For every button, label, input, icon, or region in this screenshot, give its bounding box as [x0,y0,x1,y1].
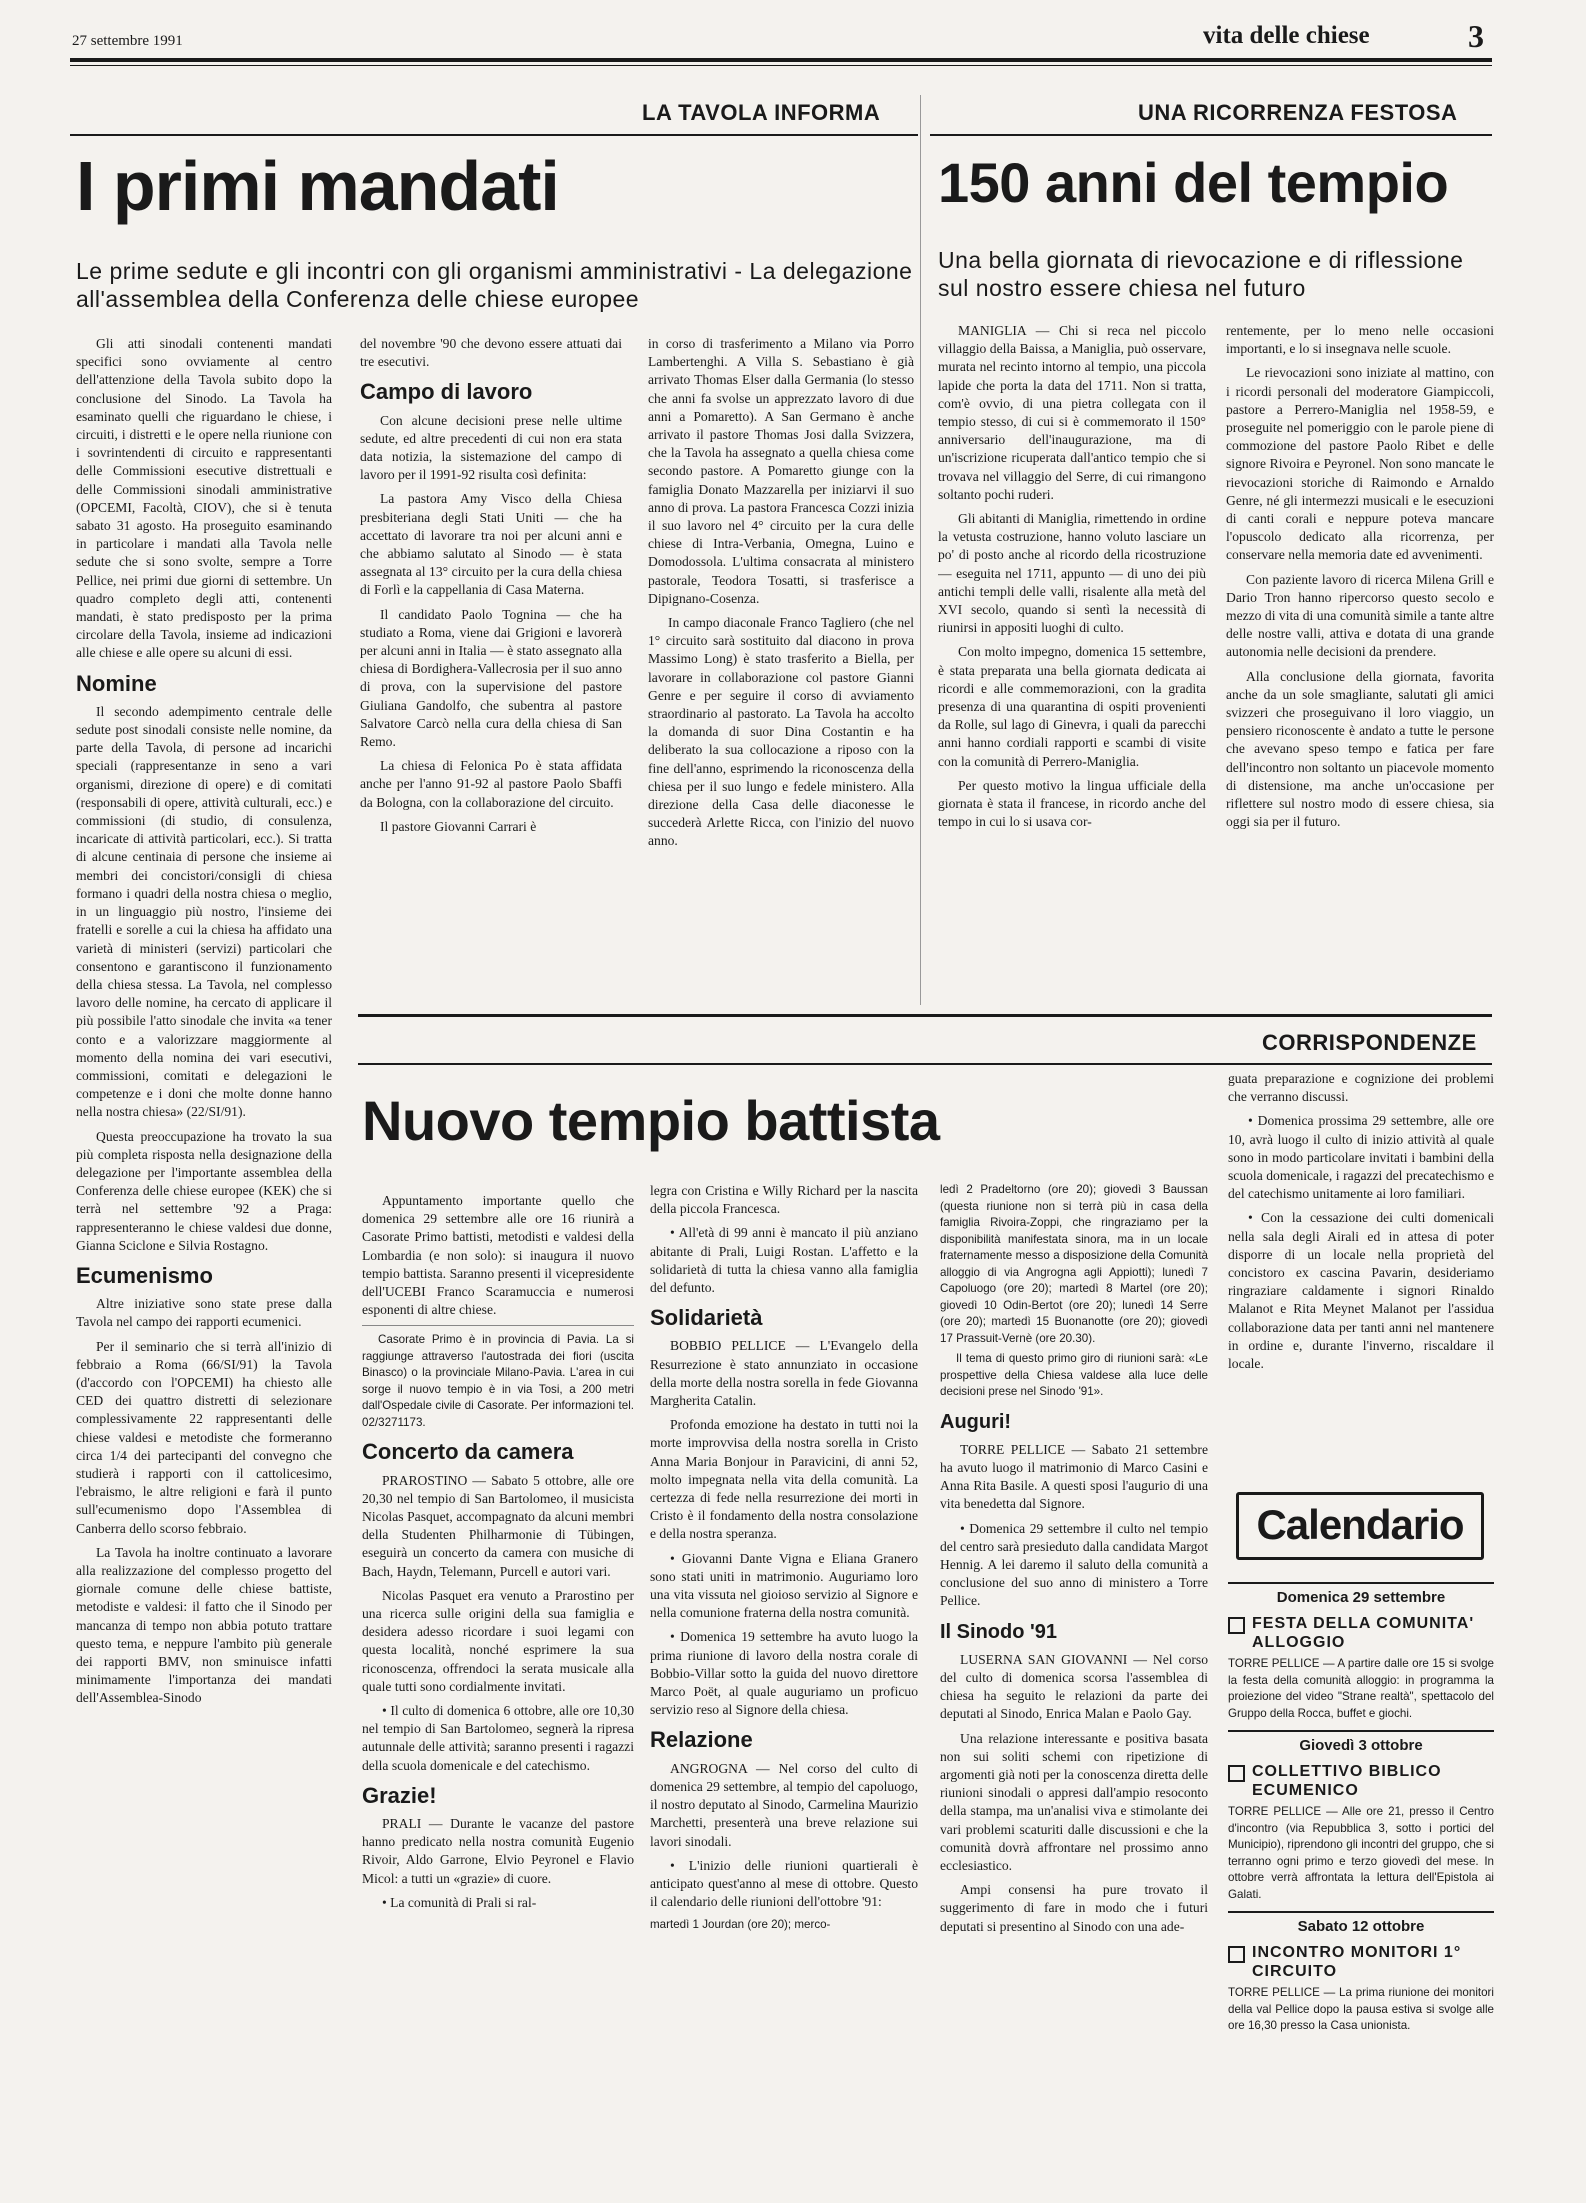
calendar-event [1228,1762,1494,1800]
paragraph: Questa preoccupazione ha trovato la sua più completa risposta nella designazione della delegazione per l'importante assemblea della Conferenza delle chiese europee (KEK) che si terrà nel settembre '92 a Praga: rappresenteranno le chiese valdesi due donne, Gianna Sciclone e Silvia Rostagno. [76,1128,332,1253]
subheading-relazione: Relazione [650,1727,753,1753]
calendar-event [1228,1614,1494,1652]
paragraph: • Domenica 19 settembre ha avuto luogo la prima riunione di lavoro della nostra corale di Bobbio-Villar sotto la guida del nuovo direttore Marco Poët, al quale auguriamo un proficuo servizio reso al Signore della chiesa. [650,1629,918,1718]
paragraph: in corso di trasferimento a Milano via Porro Lambertenghi. A Villa S. Sebastiano è già arrivato Thomas Elser dalla Germania (lo stesso che anni fa svolse un apprezzato lavoro di due anni a Pomaretto). A San Germano è anche arrivato il pastore Thomas Josi dalla Svizzera, che la Tavola ha assegnato a quella chiesa come secondo pastore. A Pomaretto giunge con la famiglia Donato Mazzarella per iniziarvi il suo anno di prova. La pastora Francesca Cozzi inizia il suo lavoro nel 4° circuito per la cura delle chiese di Intra-Verbania, Omegna, Luino e Domodossola. L'ultima consacrata al ministero pastorale, Teodora Tosatti, si trasferisce a Dipignano-Cosenza. [648,336,914,606]
paragraph: TORRE PELLICE — Sabato 21 settembre ha avuto luogo il matrimonio di Marco Casini e Anna Rita Basile. A questi sposi l'augurio di una vita benedetta dal Signore. [940,1441,1208,1512]
article2-subtitle: Una bella giornata di rievocazione e di riflessione sul nostro essere chiesa nel futuro [938,247,1464,301]
subheading-grazie: Grazie! [362,1782,437,1808]
article2-column-1 [938,322,1206,1004]
paragraph: Gli atti sinodali contenenti mandati specifici sono ovviamente al centro dell'attenzione della Tavola subito dopo la conclusione del Sinodo. La Tavola ha esaminato quelli che riguardano le chiese, i circuiti, i distretti e le opere nella riunione con i sovrintendenti di circuito e rappresentanti delle Commissioni esecutive distrettuali e delle Commissioni sinodali amministrative (OPCEMI, Facoltà, CIOV), che si è tenuta sabato 31 agosto. Ha proseguito esaminando in particolare i mandati alla Tavola nelle sedute che si sono svolte, sempre a Torre Pellice, nei primi due giorni di settembre. Un quadro completo degli atti, contenenti mandati, è stato predisposto per la prima circolare della Tavola, insieme ad indicazioni alle chiese e alle opere su alcuni di essi. [76,336,332,661]
article1-column-2 [360,335,622,1005]
paragraph: • Il culto di domenica 6 ottobre, alle ore 10,30 nel tempio di San Bartolomeo, segnerà la ripresa autunnale delle attività; saranno presenti i ragazzi della scuola domenicale e del catechismo. [362,1703,634,1773]
paragraph: Per il seminario che si terrà all'inizio di febbraio a Roma (66/SI/91) la Tavola (d'accordo con l'OPCEMI) ha chiesto alle CED dei quattro distretti di selezionare complessivamente 22 rappresentanti delle chiese valdesi e metodiste che formeranno circa 1/4 dei partecipanti del convegno che studierà i rapporti con il cattolicesimo, l'ebraismo, le altre religioni e farà il punto sull'ecumenismo dopo l'Assemblea di Canberra dello scorso febbraio. [76,1338,332,1536]
paragraph: La pastora Amy Visco della Chiesa presbiteriana degli Stati Uniti — che ha accettato di lavorare tra noi per alcuni anni e che abbiamo salutato al Sinodo — è stata assegnata al 13° circuito per la cura della chiesa di Forlì e la cappellania di Casa Materna. [360,491,622,598]
paragraph: Profonda emozione ha destato in tutti noi la morte improvvisa della nostra sorella in Cristo Anna Maria Bonjour in Paravicini, di anni 52, molto impegnata nella vita della comunità. La certezza di fede nella resurrezione dei morti in Cristo è il fondamento della nostra consolazione e della nostra speranza. [650,1417,918,1542]
header-date: 27 settembre 1991 [72,33,183,49]
checkbox-icon [1228,1946,1245,1963]
paragraph: Il secondo adempimento centrale delle sedute post sinodali consiste nelle nomine, da parte della Tavola, di persone ad incarichi speciali (rappresentanze in seno a vari organismi, direzione di opere) e di comitati (responsabili di opere, attività culturali, ecc.) e commissioni (di studio, di consulenza, incaricate di attività particolari, ecc.). Si tratta di alcune centinaia di persone che insieme ai membri dei concistori/consigli di chiesa formano i quadri della nostra chiesa o meglio, in un linguaggio più nostro, l'insieme dei fratelli e sorelle a cui la chiesa ha affidato una varietà di ministeri (servizi) particolari che consentono e garantiscono il funzionamento della chiesa stessa. La Tavola, nel complesso lavoro delle nomine, ha cercato di applicare il più possibile l'atto sinodale che invita «a tener conto e a valorizzare maggiormente al momento della nomina dei vari esecutivi, commissioni, comitati e delegazioni le competenze e i doni che molte donne hanno nella nostra chiesa» (22/SI/91). [76,703,332,1120]
calendar-entry [1228,1582,1494,1722]
paragraph: In campo diaconale Franco Tagliero (che nel 1° circuito sarà sostituito dal diacono in prova Massimo Long) è stato trasferito a Biella, per lavorare in collaborazione col pastore Gianni Genre e per seguire il corso di avviamento straordinario al pastorato. La Tavola ha accolto la domanda di suor Dina Costantin e ha deliberato la sua collocazione a riposo con la fine dell'anno, esprimendo la riconoscenza della chiesa per il suo lungo e fedele ministero. Alla direzione della Casa delle diaconesse le succederà Arlette Ricca, con l'inizio del nuovo anno. [648,615,914,849]
paragraph: Una relazione interessante e positiva basata non sui soliti schemi con ripetizione di argomenti già noti per la conoscenza diretta delle riunioni sinodali o appresi dall'ampio resoconto della stampa, ma un'analisi viva e stimolante dei vari problemi scaturiti dalle discussioni e che la comunità dovrà affrontare nel prossimo anno ecclesiastico. [940,1730,1208,1873]
subheading-campo: Campo di lavoro [360,379,533,405]
kicker-rule-3 [358,1063,1492,1065]
calendario-list [1228,1582,1494,2192]
paragraph: MANIGLIA — Chi si reca nel piccolo villaggio della Baissa, a Maniglia, può osservare, murata nel recinto intorno al tempio, una piccola lapide che porta la data del 1711. Non si tratta, com'è ovvio, di una pietra collegata con il tempio stesso, di cui si è commemorato il 150° anniversario dell'inaugurazione, ma di un'iscrizione ricuperata dall'antico tempio che si trovava nel villaggio del Serre, di cui rimangono soltanto pochi ruderi. [938,323,1206,502]
page-number: 3 [1468,18,1484,54]
calendar-event-text: TORRE PELLICE — A partire dalle ore 15 si svolge la festa della comunità alloggio: in programma la proiezione del video "Strane realtà", spettacolo del Gruppo della Rocca, buffet e giochi. [1228,1657,1494,1720]
calendar-entry [1228,1730,1494,1903]
calendar-day: Giovedì 3 ottobre [1228,1730,1494,1758]
checkbox-icon [1228,1617,1245,1634]
subheading-ecumenismo: Ecumenismo [76,1262,213,1288]
subheading-nomine: Nomine [76,670,157,696]
article2-title: 150 anni del tempio [938,151,1449,214]
calendar-event [1228,1943,1494,1981]
checkbox-icon [1228,1765,1245,1782]
article3-kicker: CORRISPONDENZE [1262,1030,1477,1055]
subheading-concerto: Concerto da camera [362,1439,574,1465]
article2-column-2 [1226,322,1494,1004]
paragraph: • La comunità di Prali si ral- [382,1894,537,1910]
paragraph: PRALI — Durante le vacanze del pastore hanno predicato nella nostra comunità Eugenio Rivoir, Aldo Garrone, Elvio Peyronel e Flavio Micol: a tutti un «grazie» di cuore. [362,1816,634,1886]
paragraph: Con alcune decisioni prese nelle ultime sedute, ed altre precedenti di cui non era stata data notizia, la sistemazione del campo di lavoro per il 1991-92 risulta così definita: [360,412,622,483]
calendar-event-title: COLLETTIVO BIBLICO ECUMENICO [1252,1763,1442,1799]
calendar-event-text: TORRE PELLICE — La prima riunione dei monitori della val Pellice dopo la pausa estiva si svolge alle ore 16,30 presso la Casa unionista. [1228,1986,1494,2032]
paragraph: • Con la cessazione dei culti domenicali nella sala degli Airali ed in attesa di poter disporre di un locale nella proprietà del concistoro ex cascina Pavarin, desideriamo ringraziare caldamente i signori Rinaldo Malanot e Rita Meynet Malanot per l'assidua collaborazione data per tanti anni nel mantenere in ordine e, durante l'inverno, riscaldare il locale. [1228,1210,1494,1372]
calendario-box [1236,1492,1484,1560]
paragraph: PRAROSTINO — Sabato 5 ottobre, alle ore 20,30 nel tempio di San Bartolomeo, il musicista Nicolas Pasquet, accompagnato da alcuni membri della Studenten Philharmonie di Tübingen, eseguirà un concerto da camera con musiche di Bach, Haydn, Telemann, Purcell e autori vari. [362,1472,634,1579]
paragraph: • L'inizio delle riunioni quartierali è anticipato quest'anno al mese di ottobre. Questo il calendario delle riunioni dell'ottobre '91: [650,1857,918,1910]
article1-subtitle: Le prime sedute e gli incontri con gli organismi amministrativi - La delegazione all'assemblea della Conferenza delle chiese europee [76,258,913,312]
note-paragraph: Il tema di questo primo giro di riunioni sarà: «Le prospettive della Chiesa valdese alla luce delle decisioni prese nel Sinodo '91». [940,1352,1208,1398]
article3-column-2 [650,1182,918,2195]
paragraph: Alla conclusione della giornata, favorita anche da un sole smagliante, salutati gli amici svizzeri che proseguivano il loro viaggio, un pensiero riconoscente è andato a tutte le persone che avevano speso tempo e fatica per fare dell'incontro non soltanto un piacevole momento di distensione, ma anche un'occasione per riflettere sul nostro modo di essere chiesa, sia oggi sia per il futuro. [1226,668,1494,830]
calendar-event-title: INCONTRO MONITORI 1° CIRCUITO [1252,1944,1462,1980]
calendar-event-text: TORRE PELLICE — Alle ore 21, presso il Centro d'incontro (via Repubblica 3, sotto i portici del Municipio), riprendono gli incontri del gruppo, che si terranno ogni primo e terzo giovedì del mese. In ottobre verrà affrontata la lettura dell'Epistola ai Galati. [1228,1805,1494,1901]
kicker-rule [930,134,1492,136]
paragraph: guata preparazione e cognizione dei problemi che verranno discussi. [1228,1071,1494,1105]
paragraph: Il pastore Giovanni Carrari è [380,818,537,834]
header-rule-thin [70,65,1492,66]
article1-title: I primi mandati [76,147,559,225]
paragraph: Le rievocazioni sono iniziate al mattino, con i ricordi personali del moderatore Giampiccoli, pastore a Perrero-Maniglia nel 1958-59, e proseguite nel pomeriggio con le parole piene di commozione del pastore Paolo Ribet e delle signore Rivoira e Peyronel. Non sono mancate le rievocazioni storiche di Raimondo e Arnaldo Genre, né gli intermezzi musicali e le esecuzioni di canti corali e neppure poteva mancare l'opuscolo dedicato alla ricorrenza, per conservare nella memoria date ed avvenimenti. [1226,365,1494,563]
paragraph: legra con Cristina e Willy Richard per la nascita della piccola Francesca. [650,1183,918,1217]
paragraph: Nicolas Pasquet era venuto a Prarostino per una ricerca sulle origini della sua famiglia e desidera adesso ricordare i suoi legami con questa località, nonché esprimere la sua riconoscenza, offrendoci la serata musicale alla quale tutti sono cordialmente invitati. [362,1587,634,1694]
paragraph: Appuntamento importante quello che domenica 29 settembre alle ore 16 riunirà a Casorate Primo battisti, metodisti e valdesi della Lombardia (e non solo): si inaugura il nuovo tempio battista. Saranno presenti il vicepresidente dell'UCEBI Franco Scaramuccia e numerosi esponenti di altre chiese. [362,1193,634,1318]
paragraph: • Giovanni Dante Vigna e Eliana Granero sono stati uniti in matrimonio. Auguriamo loro una vita vissuta nel gioioso servizio al Signore e nella comunione fraterna della nostra comunità. [650,1550,918,1621]
header-rule [70,58,1492,62]
subheading-solidarieta: Solidarietà [650,1305,763,1331]
calendario-title: Calendario [1256,1501,1464,1548]
paragraph: La Tavola ha inoltre continuato a lavorare alla realizzazione del complesso progetto del giornale comune delle chiese battiste, metodiste e valdesi: il fatto che il Sinodo per mancanza di tempo non abbia potuto trattare questo tema, e neppure l'ambito più generale dei rapporti BMV, non sminuisce infatti minimamente l'importanza dei mandati dell'Assemblea-Sinodo [76,1544,332,1706]
article1-column-1 [76,335,332,2195]
calendar-event-title: FESTA DELLA COMUNITA' ALLOGGIO [1252,1615,1475,1651]
paragraph: Gli abitanti di Maniglia, rimettendo in ordine la vetusta costruzione, hanno voluto lasciare un po' di posto anche al ricordo della ricostruzione — eseguita nel 1711, appunto — di uno dei più antichi templi delle valli, risalente alla metà del XVI secolo, quando si sentì la necessità di riunirsi in appositi luoghi di culto. [938,511,1206,636]
article3-title: Nuovo tempio battista [362,1089,940,1152]
article3-column-4 [1228,1070,1494,1490]
calendar-entry [1228,1911,1494,2035]
note-paragraph: ledì 2 Pradeltorno (ore 20); giovedì 3 Baussan (questa riunione non si terrà più in casa della famiglia Rivoira-Zoppi, che ringraziamo per la disponibilità manifestata sinora, ma in un locale fraternamente messo a disposizione della Comunità alloggio di via Angrogna agli Appiotti); lunedì 7 Capoluogo (ore 20); martedì 8 Martel (ore 20); giovedì 10 Odin-Bertot (ore 20); lunedì 14 Serre (ore 20); martedì 15 Buonanotte (ore 20); giovedì 17 Prassuit-Vernè (ore 20.30). [940,1183,1208,1345]
paragraph: Ampi consensi ha pure trovato il suggerimento di fare in modo che i futuri deputati si presentino al Sinodo con una ade- [940,1882,1208,1934]
calendar-day: Sabato 12 ottobre [1228,1911,1494,1939]
paragraph: Per questo motivo la lingua ufficiale della giornata è stata il francese, in ricordo anche del tempo in cui lo si usava cor- [938,777,1206,830]
subheading-sinodo: Il Sinodo '91 [940,1620,1057,1643]
subheading-auguri: Auguri! [940,1410,1012,1433]
article1-column-3 [648,335,914,1005]
paragraph: ANGROGNA — Nel corso del culto di domenica 29 settembre, al tempio del capoluogo, il nostro deputato al Sinodo, Carmelina Maurizio Marchetti, presenterà una breve relazione sui lavori sinodali. [650,1760,918,1849]
paragraph: Con paziente lavoro di ricerca Milena Grill e Dario Tron hanno ripercorso questo secolo e mezzo di vita di una comunità simile a tante altre delle nostre valli, attiva e dotata di una grande autonomia nelle decisioni da prendere. [1226,571,1494,660]
note-paragraph: Casorate Primo è in provincia di Pavia. La si raggiunge attraverso l'autostrada dei fiori (uscita Binasco) o la provinciale Milano-Pavia. L'area in cui sorge il nuovo tempio è in via Tosi, a 200 metri dall'Ospedale civile di Casorate. Per informazioni tel. 02/3271173. [362,1333,634,1429]
paragraph: del novembre '90 che devono essere attuati dai tre esecutivi. [360,336,622,370]
paragraph: LUSERNA SAN GIOVANNI — Nel corso del culto di domenica scorsa l'assemblea di chiesa ha seguito le relazioni da parte dei deputati al Sinodo, Enrica Malan e Paolo Gay. [940,1651,1208,1722]
calendar-day: Domenica 29 settembre [1228,1582,1494,1610]
paragraph: BOBBIO PELLICE — L'Evangelo della Resurrezione è stato annunziato in occasione della morte della nostra sorella in fede Giovanna Margherita Catalin. [650,1338,918,1409]
section-rule [358,1014,1492,1017]
paragraph: Altre iniziative sono state prese dalla Tavola nel campo dei rapporti ecumenici. [76,1296,332,1330]
article1-kicker: LA TAVOLA INFORMA [642,100,881,125]
paragraph: Il candidato Paolo Tognina — che ha studiato a Roma, viene dai Grigioni e lavorerà per alcuni anni in Italia — è stato assegnato alla chiesa di Bordighera-Vallecrosia per il suo anno di prova, con la supervisione del pastore Giuliana Gandolfo, che subentra al pastore Salvatore Carcò nella cura della chiesa di San Remo. [360,606,622,750]
header-section: vita delle chiese [1203,22,1370,49]
note-calendar-start: martedì 1 Jourdan (ore 20); merco- [650,1918,831,1932]
note-riunioni [940,1182,1208,1401]
column-divider [920,95,921,1005]
paragraph: Con molto impegno, domenica 15 settembre, è stata preparata una bella giornata dedicata ai ricordi e alle commemorazioni, con la gradita presenza di una quarantina di ospiti provenienti da Rolle, sul lago di Ginevra, i quali da parecchi anni hanno cordiali rapporti e scambi di visite con la comunità di Perrero-Maniglia. [938,644,1206,769]
paragraph: • Domenica prossima 29 settembre, alle ore 10, avrà luogo il culto di inizio attività al quale sono in modo particolare invitati i bambini della scuola domenicale, i ragazzi del precatechismo e del catechismo unitamente ai loro familiari. [1228,1113,1494,1202]
paragraph: • All'età di 99 anni è mancato il più anziano abitante di Prali, Luigi Rostan. L'affetto e la solidarietà di tutta la chiesa vanno alla famiglia del defunto. [650,1225,918,1296]
article2-kicker: UNA RICORRENZA FESTOSA [1138,100,1458,125]
article3-column-3 [940,1182,1208,2195]
paragraph: rentemente, per lo meno nelle occasioni importanti, e lo si insegnava nelle scuole. [1226,323,1494,357]
note-directions [362,1325,634,1431]
paragraph: La chiesa di Felonica Po è stata affidata anche per l'anno 91-92 al pastore Paolo Sbaffi da Bologna, con la collaborazione del circuito. [360,758,622,810]
kicker-rule-left [70,134,918,136]
paragraph: • Domenica 29 settembre il culto nel tempio del centro sarà presieduto dalla candidata Margot Hennig. A lei daremo il saluto della comunità a conclusione del suo anno di ministero a Torre Pellice. [940,1520,1208,1609]
article3-column-1 [362,1192,634,2195]
